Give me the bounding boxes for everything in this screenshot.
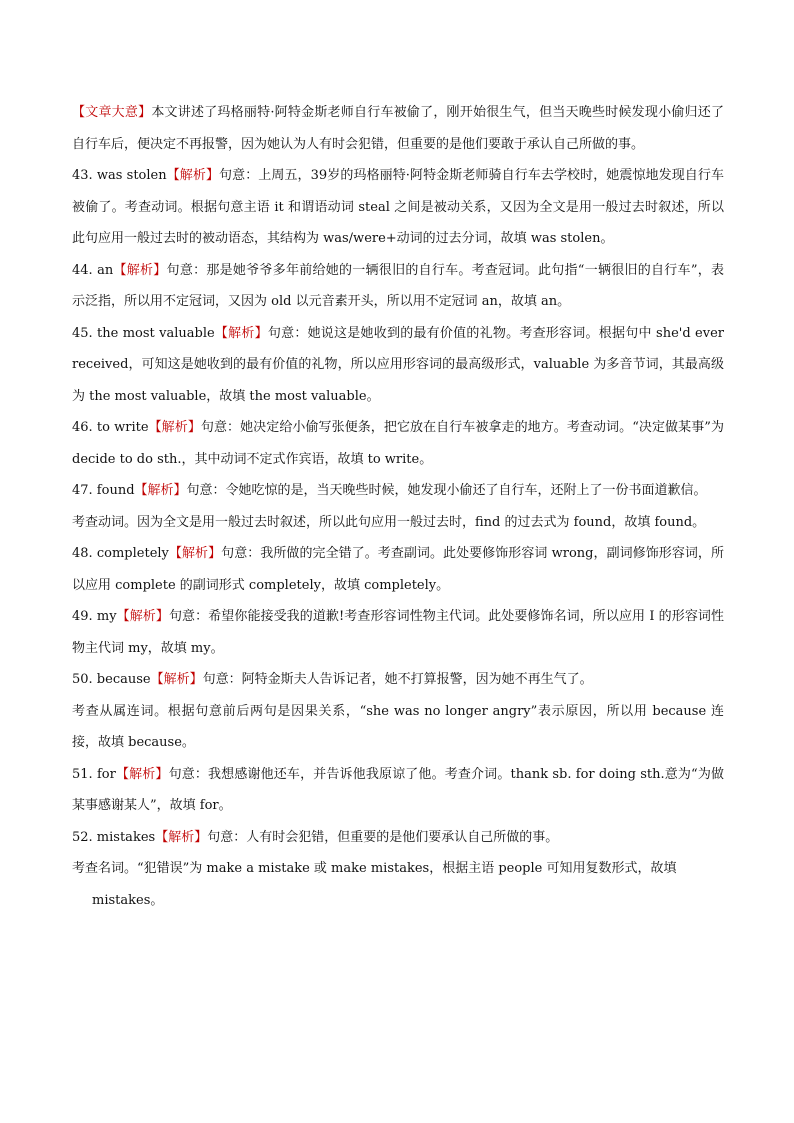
answer-item-50 — [72, 664, 724, 696]
paragraph-text: 句意：她说这是她收到的最有价值的礼物。考查形容词。根据句中 she'd ever received，可知这是她收到的最有价值的礼物，所以应用形容词的最高级形式，valuable 为多音节词，其最高级为 the most valuable，故填 the most valuable。 — [72, 325, 724, 404]
section-tag: 【解析】 — [115, 766, 169, 782]
answer-number: 43. was stolen — [72, 168, 167, 183]
answer-number: 49. my — [72, 609, 117, 624]
answer-item-44 — [72, 255, 724, 318]
paragraph-text: 句意：她决定给小偷写张便条，把它放在自行车被拿走的地方。考查动词。“决定做某事”为 decide to do sth.，其中动词不定式作宾语，故填 to write。 — [72, 420, 724, 467]
paragraph-text: 句意：阿特金斯夫人告诉记者，她不打算报警，因为她不再生气了。 — [202, 672, 593, 687]
paragraph-text: 句意：希望你能接受我的道歉!考查形容词性物主代词。此处要修饰名词，所以应用 I 的形容词性物主代词 my，故填 my。 — [72, 609, 724, 656]
answer-number: 52. mistakes — [72, 829, 156, 845]
paragraph-text: 考查名词。“犯错误”为 make a mistake 或 make mistakes，根据主语 people 可知用复数形式，故填 — [72, 861, 677, 876]
answer-item-47 — [72, 475, 724, 507]
answer-explanations — [72, 97, 724, 916]
answer-item-50-detail — [72, 696, 724, 759]
paragraph-text: 考查从属连词。根据句意前后两句是因果关系，“she was no longer angry”表示原因，所以用 because 连接，故填 because。 — [72, 703, 724, 750]
section-tag: 【解析】 — [116, 609, 169, 624]
paragraph-text: 句意：我所做的完全错了。考查副词。此处要修饰形容词 wrong，副词修饰形容词，所以应用 complete 的副词形式 completely，故填 completely。 — [72, 546, 724, 593]
section-tag: 【解析】 — [148, 420, 201, 435]
answer-item-52 — [72, 822, 724, 854]
paragraph-text: mistakes。 — [92, 892, 164, 908]
summary-paragraph — [72, 97, 724, 160]
section-tag: 【解析】 — [155, 829, 208, 845]
answer-item-46 — [72, 412, 724, 475]
answer-item-49 — [72, 601, 724, 664]
answer-item-45 — [72, 318, 724, 413]
answer-item-47-detail — [72, 507, 724, 539]
section-tag: 【文章大意】 — [72, 105, 152, 120]
section-tag: 【解析】 — [214, 325, 268, 341]
section-tag: 【解析】 — [134, 483, 187, 498]
answer-item-52-final — [72, 885, 724, 917]
answer-number: 44. an — [72, 262, 114, 278]
section-tag: 【解析】 — [166, 168, 220, 183]
answer-item-48 — [72, 538, 724, 601]
answer-item-52-detail — [72, 853, 724, 885]
paragraph-text: 句意：人有时会犯错，但重要的是他们要承认自己所做的事。 — [207, 829, 559, 845]
answer-number: 47. found — [72, 483, 135, 498]
section-tag: 【解析】 — [168, 546, 222, 561]
answer-number: 51. for — [72, 766, 116, 782]
paragraph-text: 句意：令她吃惊的是，当天晚些时候，她发现小偷还了自行车，还附上了一份书面道歉信。 — [186, 483, 707, 498]
answer-number: 50. because — [72, 672, 151, 687]
answer-item-43 — [72, 160, 724, 255]
paragraph-text: 句意：那是她爷爷多年前给她的一辆很旧的自行车。考查冠词。此句指“一辆很旧的自行车”，表示泛指，所以用不定冠词，又因为 old 以元音素开头，所以用不定冠词 an，故填 an。 — [72, 262, 724, 309]
answer-number: 45. the most valuable — [72, 325, 215, 341]
paragraph-text: 考查动词。因为全文是用一般过去时叙述，所以此句应用一般过去时，find 的过去式为 found，故填 found。 — [72, 514, 706, 530]
answer-item-51 — [72, 759, 724, 822]
answer-number: 46. to write — [72, 420, 149, 435]
paragraph-text: 句意：上周五，39岁的玛格丽特·阿特金斯老师骑自行车去学校时，她震惊地发现自行车被偷了。考查动词。根据句意主语 it 和谓语动词 steal 之间是被动关系，又因为全文是用一般过去时叙述，所以此句应用一般过去时的被动语态，其结构为 was/were+动词的过去分词，故填 was stolen。 — [72, 168, 724, 246]
answer-number: 48. completely — [72, 546, 169, 561]
paragraph-text: 句意：我想感谢他还车，并告诉他我原谅了他。考查介词。thank sb. for doing sth.意为“为做某事感谢某人”，故填 for。 — [72, 766, 724, 813]
section-tag: 【解析】 — [150, 672, 203, 687]
section-tag: 【解析】 — [113, 262, 167, 278]
paragraph-text: 本文讲述了玛格丽特·阿特金斯老师自行车被偷了，刚开始很生气，但当天晚些时候发现小偷归还了自行车后，便决定不再报警，因为她认为人有时会犯错，但重要的是他们要敢于承认自己所做的事。 — [72, 105, 724, 152]
